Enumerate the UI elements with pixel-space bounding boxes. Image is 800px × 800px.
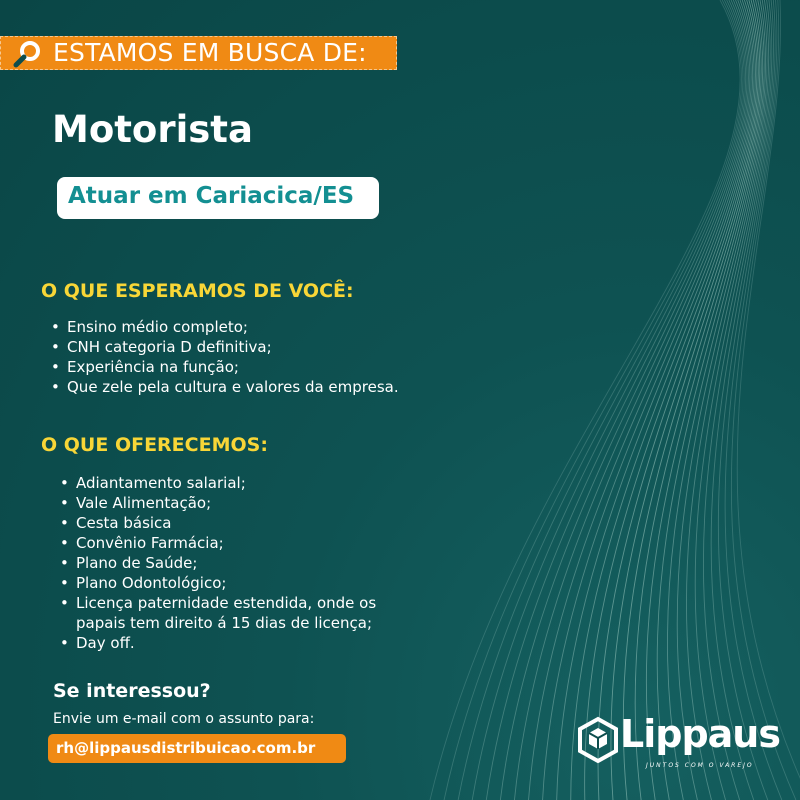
benefits-title: O QUE OFERECEMOS: — [41, 434, 268, 456]
requirements-title: O QUE ESPERAMOS DE VOCÊ: — [41, 280, 354, 302]
brand-logo — [576, 712, 780, 776]
list-item: • Convênio Farmácia; — [60, 533, 376, 553]
email-link[interactable]: rh@lippausdistribuicao.com.br — [56, 739, 316, 757]
header-title: ESTAMOS EM BUSCA DE: — [53, 38, 367, 67]
list-item: • Experiência na função; — [51, 357, 399, 377]
wave-line — [444, 0, 741, 800]
list-item: • Plano Odontológico; — [60, 573, 376, 593]
location-text: Atuar em Cariacica/ES — [68, 183, 355, 209]
list-item: • Licença paternidade estendida, onde os — [60, 593, 376, 613]
wave-line — [500, 0, 747, 800]
list-item: • Cesta básica — [60, 513, 376, 533]
cube-logo-icon — [576, 716, 620, 764]
list-item: • Vale Alimentação; — [60, 493, 376, 513]
list-item: • Ensino médio completo; — [51, 317, 399, 337]
list-item: • Day off. — [60, 633, 376, 653]
benefits-list — [60, 473, 376, 653]
list-item: • CNH categoria D definitiva; — [51, 337, 399, 357]
wave-line — [486, 0, 745, 800]
list-item: • Adiantamento salarial; — [60, 473, 376, 493]
email-badge[interactable] — [48, 734, 346, 763]
location-badge — [57, 177, 379, 219]
wave-line — [557, 0, 753, 800]
list-item: • Plano de Saúde; — [60, 553, 376, 573]
wave-line — [718, 0, 775, 800]
list-item-continuation: papais tem direito á 15 dias de licença; — [76, 614, 373, 632]
header-banner — [0, 36, 397, 70]
brand-tagline: JUNTOS COM O VAREJO — [646, 762, 754, 769]
job-title: Motorista — [52, 108, 253, 151]
wave-line — [529, 0, 750, 800]
list-item: • Que zele pela cultura e valores da empresa. — [51, 377, 399, 397]
cta-text: Envie um e-mail com o assunto para: — [53, 711, 315, 727]
brand-name: Lippaus — [620, 712, 780, 756]
cta-title: Se interessou? — [53, 680, 211, 702]
requirements-list — [51, 317, 399, 397]
wave-line — [585, 0, 756, 800]
search-icon — [13, 40, 43, 68]
